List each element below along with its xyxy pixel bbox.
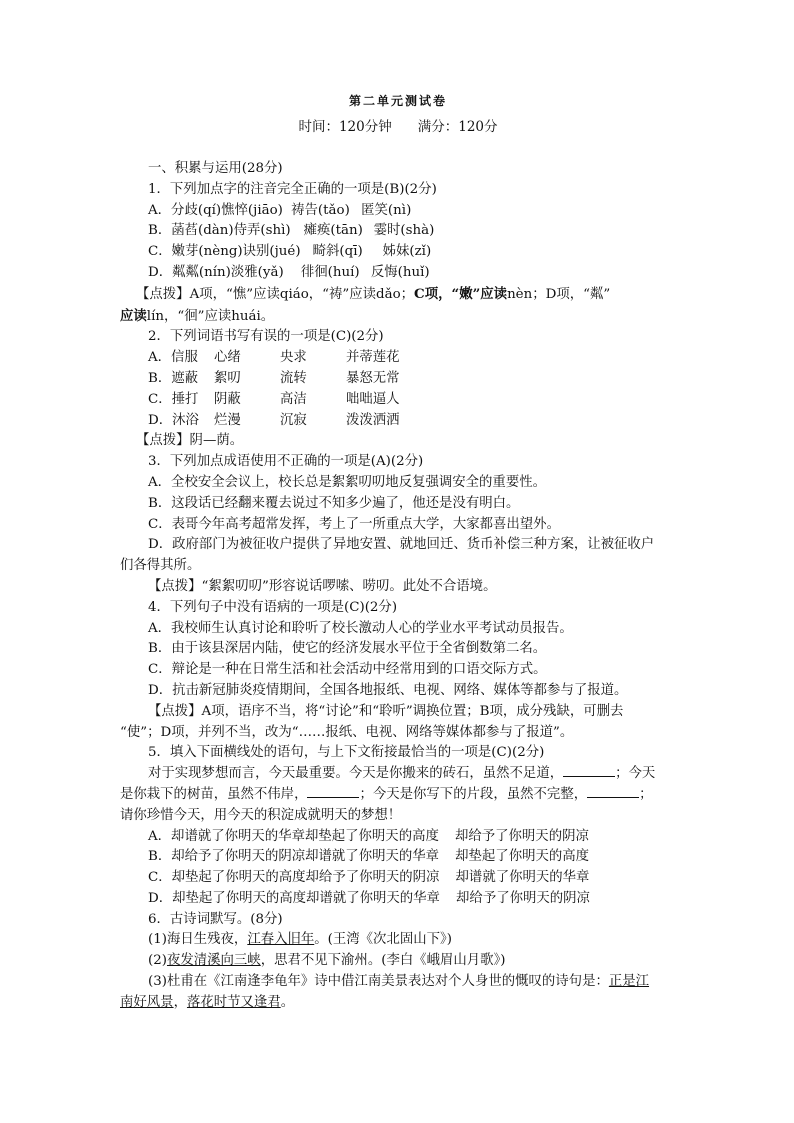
q5-passage-3: 请你珍惜今天，用今天的积淀成就明天的梦想！ bbox=[120, 807, 402, 823]
full-score: 满分：120分 bbox=[417, 119, 498, 135]
q6-item-1: (1)海日生残夜，江春入旧年。(王湾《次北固山下》) bbox=[148, 932, 452, 948]
q3-option-c: C．表哥今年高考超常发挥，考上了一所重点大学，大家都喜出望外。 bbox=[148, 516, 560, 532]
question-1-stem: 1．下列加点字的注音完全正确的一项是(B)(2分) bbox=[148, 181, 437, 197]
section-heading: 一、积累与运用(28分) bbox=[148, 161, 283, 176]
q3-tip: 【点拨】“絮絮叨叨”形容说话啰嗦、唠叨。此处不合语境。 bbox=[148, 578, 497, 594]
q5-passage-1: 对于实现梦想而言，今天最重要。今天是你搬来的砖石，虽然不足道， ；今天 bbox=[148, 766, 656, 782]
q2-option-a: A．信服 心绪 央求 并蒂莲花 bbox=[148, 350, 400, 366]
q1-option-a: A．分歧(qí)憔悴(jiāo) 祷告(tǎo) 匿笑(nì) bbox=[148, 202, 412, 218]
q4-option-b: B．由于该县深居内陆，使它的经济发展水平位于全省倒数第二名。 bbox=[148, 641, 547, 657]
answer: B bbox=[389, 181, 400, 197]
q3-option-d-cont: 们各得其所。 bbox=[120, 558, 201, 574]
q6-item-3-cont: 南好风景，落花时节又逢君。 bbox=[120, 994, 295, 1010]
q5-passage-2: 是你栽下的树苗，虽然不伟岸， ；今天是你写下的片段，虽然不完整， ； bbox=[120, 786, 653, 802]
page-title: 第二单元测试卷 bbox=[348, 94, 447, 108]
q4-tip: 【点拨】A项，语序不当，将“讨论”和“聆听”调换位置；B项，成分残缺，可删去 bbox=[148, 703, 624, 719]
exam-info bbox=[120, 115, 676, 135]
q1-option-b: B．菡萏(dàn)侍弄(shì) 瘫痪(tān) 霎时(shà) bbox=[148, 223, 435, 239]
q3-option-a: A．全校安全会议上，校长总是絮絮叨叨地反复强调安全的重要性。 bbox=[148, 474, 546, 490]
q2-option-d: D．沐浴 烂漫 沉寂 泼泼洒洒 bbox=[148, 412, 400, 428]
q2-tip: 【点拨】阴—荫。 bbox=[136, 433, 244, 449]
q2-option-c: C．捶打 阴蔽 高洁 咄咄逼人 bbox=[148, 391, 400, 407]
q4-option-d: D．抗击新冠肺炎疫情期间，全国各地报纸、电视、网络、媒体等都参与了报道。 bbox=[148, 682, 628, 698]
q6-item-2: (2)夜发清溪向三峡，思君不见下渝州。(李白《峨眉山月歌》) bbox=[148, 953, 506, 969]
answer: C bbox=[349, 599, 360, 615]
q1-tip-cont: 应读lín，“徊”应读huái。 bbox=[120, 307, 275, 324]
q1-option-d: D．粼粼(nín)淡雅(yǎ) 徘徊(huí) 反悔(huǐ) bbox=[148, 264, 430, 280]
exam-page bbox=[120, 92, 676, 1014]
q5-option-d: D．却垫起了你明天的高度却谱就了你明天的华章 却给予了你明天的阴凉 bbox=[148, 890, 590, 906]
q1-option-c: C．嫩芽(nèng)诀别(jué) 畸斜(qī) 姊妹(zǐ) bbox=[148, 244, 432, 260]
q4-tip-cont: “使”；D项，并列不当，改为“……报纸、电视、网络等媒体都参与了报道”。 bbox=[120, 724, 574, 740]
q1-tip: 【点拨】A项，“憔”应读qiáo，“祷”应读dǎo；C项，“嫩”应读nèn；D项，“粼” bbox=[136, 285, 611, 302]
q3-option-d: D．政府部门为被征收户提供了异地安置、就地回迁、货币补偿三种方案，让被征收户 bbox=[148, 537, 655, 553]
time-limit: 时间：120分钟 bbox=[298, 119, 392, 135]
question-6-stem: 6．古诗词默写。(8分) bbox=[148, 911, 283, 927]
q5-option-b: B．却给予了你明天的阴凉却谱就了你明天的华章 却垫起了你明天的高度 bbox=[148, 849, 590, 865]
answer: A bbox=[376, 454, 386, 470]
blank-3 bbox=[587, 785, 639, 798]
q4-option-a: A．我校师生认真讨论和聆听了校长激动人心的学业水平考试动员报告。 bbox=[148, 620, 573, 636]
q4-option-c: C．辩论是一种在日常生活和社会活动中经常用到的口语交际方式。 bbox=[148, 662, 547, 678]
question-2-stem: 2．下列词语书写有误的一项是(C)(2分) bbox=[148, 329, 384, 345]
q5-option-a: A．却谱就了你明天的华章却垫起了你明天的高度 却给予了你明天的阴凉 bbox=[148, 828, 589, 844]
question-5-stem: 5．填入下面横线处的语句，与上下文衔接最恰当的一项是(C)(2分) bbox=[148, 745, 545, 761]
q2-option-b: B．遮蔽 絮叨 流转 暴怒无常 bbox=[148, 370, 400, 386]
q3-option-b: B．这段话已经翻来覆去说过不知多少遍了，他还是没有明白。 bbox=[148, 495, 520, 511]
q5-option-c: C．却垫起了你明天的高度却给予了你明天的阴凉 却谱就了你明天的华章 bbox=[148, 870, 590, 886]
answer: C bbox=[496, 745, 507, 761]
blank-1 bbox=[563, 764, 615, 777]
q6-item-3: (3)杜甫在《江南逢李龟年》诗中借江南美景表达对个人身世的慨叹的诗句是：正是江 bbox=[148, 974, 650, 990]
answer: C bbox=[335, 329, 347, 345]
question-3-stem: 3．下列加点成语使用不正确的一项是(A)(2分) bbox=[148, 454, 424, 470]
question-4-stem: 4．下列句子中没有语病的一项是(C)(2分) bbox=[148, 599, 398, 615]
blank-2 bbox=[307, 785, 359, 798]
